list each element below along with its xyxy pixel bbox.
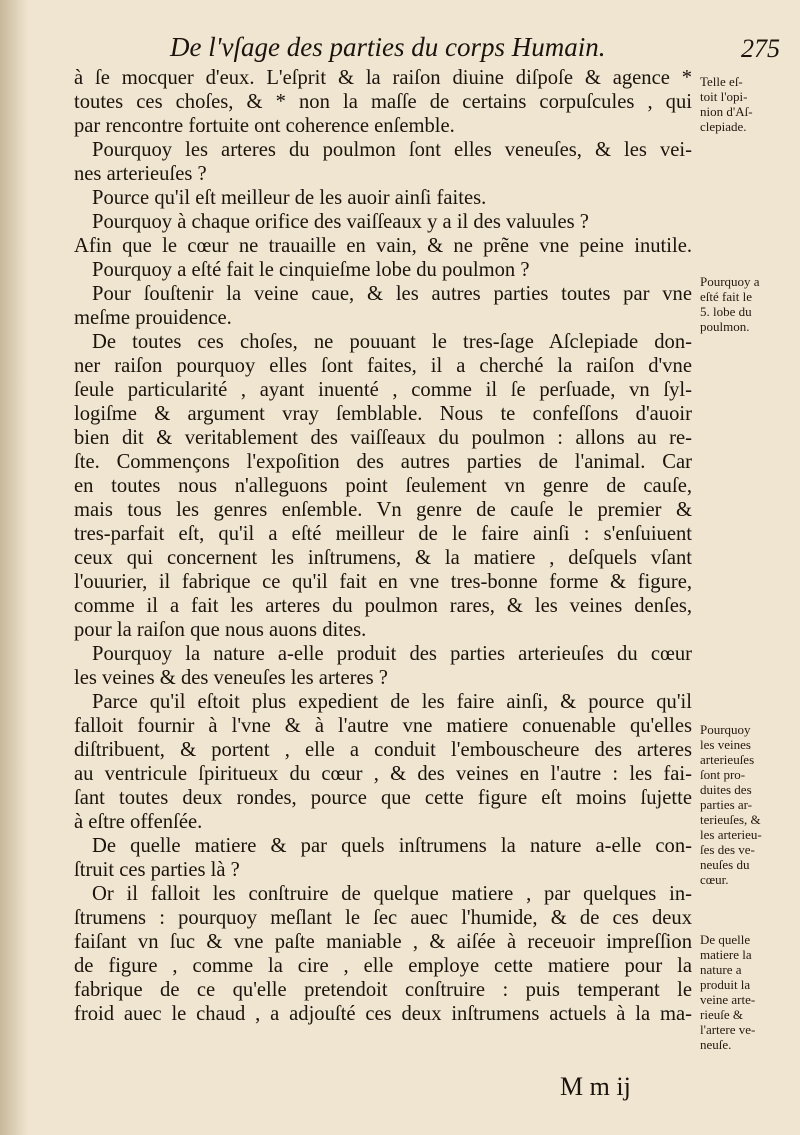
- margin-note-line: produit la: [700, 977, 751, 992]
- margin-note-line: ſont pro-: [700, 767, 746, 782]
- margin-note: [700, 274, 792, 334]
- margin-note-line: veine arte-: [700, 992, 756, 1007]
- text-line: falloit fournir à l'vne & à l'autre vne matiere conuenable qu'elles: [74, 715, 692, 737]
- running-title: De l'vſage des parties du corps Humain.: [170, 32, 606, 62]
- margin-note-line: Pourquoy a: [700, 274, 760, 289]
- margin-note: [700, 932, 792, 1052]
- margin-note-line: les arterieu-: [700, 827, 762, 842]
- margin-note-line: neuſe.: [700, 1037, 732, 1052]
- text-line: ſtruit ces parties là ?: [74, 859, 240, 881]
- margin-note-line: Pourquoy: [700, 722, 751, 737]
- main-text: [74, 66, 692, 1026]
- margin-note-line: cœur.: [700, 872, 729, 887]
- text-line: ner raiſon pourquoy elles ſont faites, il a cherché la raiſon d'vne: [74, 355, 692, 377]
- text-line: Pour ſouſtenir la veine caue, & les autres parties toutes par vne: [92, 283, 692, 305]
- text-line: De toutes ces choſes, ne pouuant le tres-ſage Aſclepiade don-: [92, 331, 692, 353]
- margin-note-line: neuſes du: [700, 857, 750, 872]
- text-line: Pourquoy a eſté fait le cinquieſme lobe du poulmon ?: [92, 259, 530, 281]
- margin-note-line: arterieuſes: [700, 752, 755, 767]
- margin-note-line: De quelle: [700, 932, 751, 947]
- text-line: toutes ces choſes, & * non la maſſe de certains corpuſcules , qui: [74, 91, 692, 113]
- text-line: ſant toutes deux rondes, pource que cette figure eſt moins ſujette: [74, 787, 692, 809]
- margin-note-line: ſes des ve-: [700, 842, 755, 857]
- margin-note-line: clepiade.: [700, 119, 747, 134]
- margin-note-line: les veines: [700, 737, 751, 752]
- text-line: les veines & des veneuſes les arteres ?: [74, 667, 388, 689]
- text-line: à eſtre offenſée.: [74, 811, 203, 833]
- text-line: en toutes nous n'alleguons point ſeulement vn genre de cauſe,: [74, 475, 692, 497]
- margin-note-line: nion d'Aſ-: [700, 104, 753, 119]
- text-line: Or il falloit les conſtruire de quelque matiere , par quelques in-: [92, 883, 692, 905]
- text-line: Parce qu'il eſtoit plus expedient de les faire ainſi, & pource qu'il: [92, 691, 692, 713]
- margin-note-line: eſté fait le: [700, 289, 752, 304]
- text-line: froid auec le chaud , a adjouſté ces deux inſtrumens actuels à la ma-: [74, 1003, 692, 1025]
- text-line: pour la raiſon que nous auons dites.: [74, 619, 367, 641]
- text-line: Pourquoy les arteres du poulmon ſont elles veneuſes, & les vei-: [92, 139, 692, 161]
- text-line: au ventricule ſpiritueux du cœur , & des veines en l'autre : les fai-: [74, 763, 692, 785]
- text-line: nes arterieuſes ?: [74, 163, 207, 185]
- text-line: meſme prouidence.: [74, 307, 232, 329]
- text-line: ceux qui concernent les inſtrumens, & la matiere , deſquels vſant: [74, 547, 692, 569]
- page-number: 275: [741, 34, 780, 63]
- text-line: Pourquoy la nature a-elle produit des parties arterieuſes du cœur: [92, 643, 692, 665]
- signature-mark: M m ij: [560, 1072, 631, 1101]
- text-line: diſtribuent, & portent , elle a conduit l'embouscheure des arteres: [74, 739, 692, 761]
- margin-note-line: duites des: [700, 782, 752, 797]
- text-line: bien dit & veritablement des vaiſſeaux du poulmon : allons au re-: [74, 427, 692, 449]
- text-line: l'ouurier, il fabrique ce qu'il fait en vne tres-bonne forme & figure,: [74, 571, 692, 593]
- text-line: Pource qu'il eſt meilleur de les auoir ainſi faites.: [92, 187, 487, 209]
- text-line: à ſe mocquer d'eux. L'eſprit & la raiſon diuine diſpoſe & agence *: [74, 67, 692, 89]
- margin-note-line: poulmon.: [700, 319, 750, 334]
- margin-note-line: l'artere ve-: [700, 1022, 756, 1037]
- text-line: comme il a fait les arteres du poulmon rares, & les veines denſes,: [74, 595, 692, 617]
- text-line: Afin que le cœur ne trauaille en vain, & ne prẽne vne peine inutile.: [74, 235, 692, 257]
- text-line: fabrique de ce qu'elle pretendoit conſtruire : puis temperant le: [74, 979, 692, 1001]
- text-line: par rencontre fortuite ont coherence enſemble.: [74, 115, 455, 137]
- binding-shadow: [0, 0, 28, 1135]
- text-line: Pourquoy à chaque orifice des vaiſſeaux y a il des valuules ?: [92, 211, 589, 233]
- margin-note-line: Telle eſ-: [700, 74, 743, 89]
- text-line: ſte. Commençons l'expoſition des autres parties de l'animal. Car: [74, 451, 692, 473]
- text-line: faiſant vn ſuc & vne paſte maniable , & aiſée à receuoir impreſſion: [74, 931, 692, 953]
- text-line: ſeule particularité , ayant inuenté , comme il ſe perſuade, vn ſyl-: [74, 379, 692, 401]
- margin-note-line: parties ar-: [700, 797, 753, 812]
- margin-note-line: matiere la: [700, 947, 752, 962]
- margin-note-line: terieuſes, &: [700, 812, 761, 827]
- margin-note-line: 5. lobe du: [700, 304, 752, 319]
- text-line: mais tous les genres enſemble. Vn genre de cauſe le premier &: [74, 499, 692, 521]
- text-line: logiſme & argument vray ſemblable. Nous te confeſſons d'auoir: [74, 403, 692, 425]
- text-line: tres-parfait eſt, qu'il a eſté meilleur de le faire ainſi : s'enſuiuent: [74, 523, 692, 545]
- text-line: ſtrumens : pourquoy meſlant le ſec auec l'humide, & de ces deux: [74, 907, 692, 929]
- margin-note-line: rieuſe &: [700, 1007, 743, 1022]
- text-line: De quelle matiere & par quels inſtrumens la nature a-elle con-: [92, 835, 692, 857]
- margin-note-line: toit l'opi-: [700, 89, 748, 104]
- margin-note: [700, 722, 792, 887]
- text-line: de figure , comme la cire , elle employe cette matiere pour la: [74, 955, 692, 977]
- margin-note-line: nature a: [700, 962, 742, 977]
- margin-note: [700, 74, 792, 134]
